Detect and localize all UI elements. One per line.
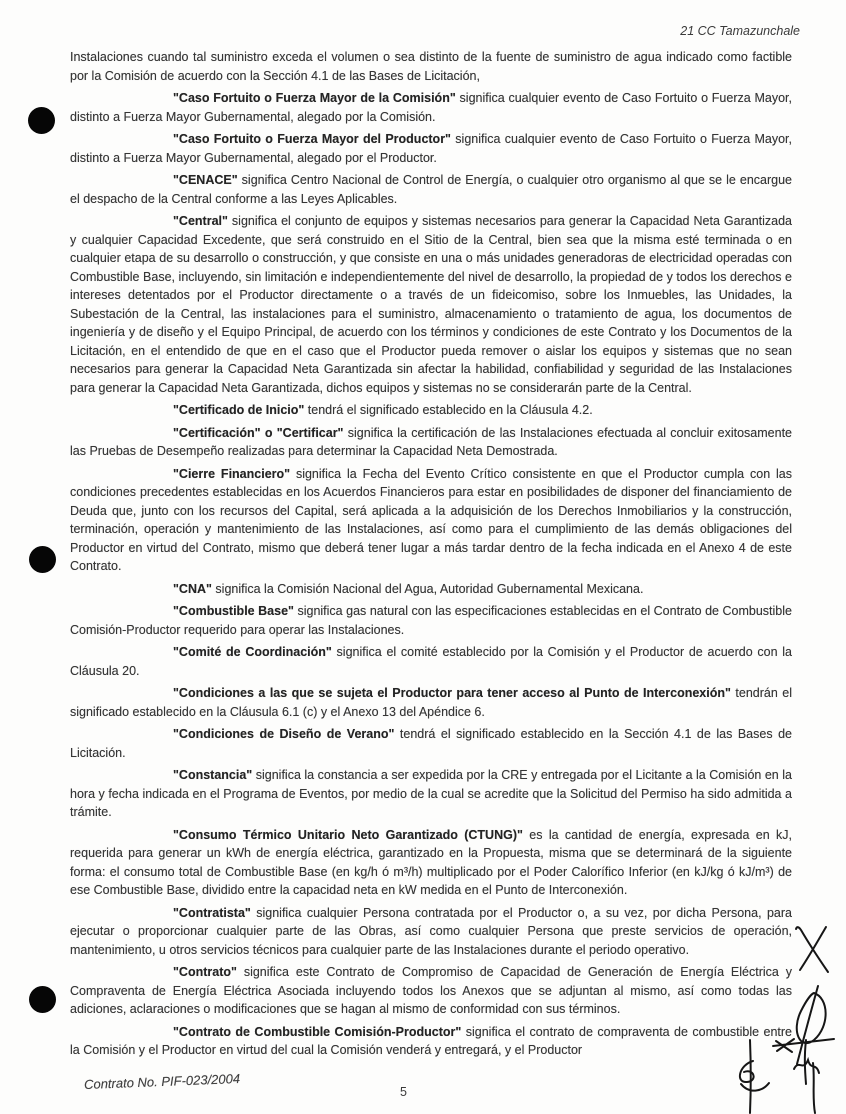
definition-paragraph — [70, 48, 792, 85]
defined-term: "Central" — [173, 214, 228, 228]
defined-term: "Consumo Térmico Unitario Neto Garantizado (CTUNG)" — [173, 827, 523, 842]
defined-term: "Condiciones a las que se sujeta el Productor para tener acceso al Punto de Interconexión" — [173, 686, 731, 700]
defined-term: "Contrato de Combustible Comisión-Productor" — [173, 1024, 462, 1039]
definition-text: significa la constancia a ser expedida por la CRE y entregada por el Licitante a la Comisión en la hora y fecha indicada en el Programa de Eventos, por medio de la cual se acredite que la Solicitud del Permiso ha sido admitida a trámite. — [70, 768, 792, 819]
definition-text: significa el comité establecido por la Comisión y el Productor de acuerdo con la Cláusula 20. — [70, 645, 793, 678]
definition-paragraph — [70, 963, 792, 1019]
definitions-body — [70, 48, 792, 1064]
definition-text: significa el contrato de compraventa de combustible entre la Comisión y el Productor en virtud del cual la Comisión venderá y entregará, y el Productor — [70, 1024, 792, 1057]
definition-paragraph — [70, 130, 792, 167]
definition-paragraph — [70, 424, 792, 461]
definition-paragraph — [70, 643, 792, 680]
definition-paragraph — [70, 1023, 792, 1060]
handwritten-loop-rubric — [773, 986, 834, 1064]
defined-term: "CENACE" — [173, 173, 238, 187]
punch-hole-mark — [29, 546, 56, 573]
definition-paragraph — [70, 766, 792, 822]
defined-term: "Caso Fortuito o Fuerza Mayor de la Comisión" — [173, 91, 456, 105]
definition-text: significa la certificación de las Instalaciones efectuada al concluir exitosamente las Pruebas de Desempeño realizadas para determinar la Capacidad Neta Demostrada. — [70, 425, 792, 458]
definition-text: significa la Comisión Nacional del Agua, Autoridad Gubernamental Mexicana. — [211, 581, 644, 596]
definition-paragraph — [70, 212, 792, 397]
definition-text: significa cualquier evento de Caso Fortuito o Fuerza Mayor, distinto a Fuerza Mayor Gubernamental, alegado por la Comisión. — [70, 91, 792, 124]
defined-term: "Caso Fortuito o Fuerza Mayor del Productor" — [173, 132, 451, 146]
definition-text: significa el conjunto de equipos y sistemas necesarios para generar la Capacidad Neta Garantizada y cualquier Capacidad Excedente, que será construido en el Sitio de la Central, bien sea que la misma esté terminada o en cualquier etapa de su desarrollo o construcción, y que consiste en una o más unidades generadoras de electricidad operadas con Combustible Base, incluyendo, sin limitación e independientemente del nivel de desarrollo, la propiedad de y todos los derechos e intereses detentados por el Productor directamente o a través de un fideicomiso, sobre los Inmuebles, las Unidades, la Subestación de la Central, las instalaciones para el suministro, almacenamiento o tratamiento de agua, los documentos de ingeniería y de diseño y el Equipo Principal, de acuerdo con los términos y condiciones de este Contrato y los Documentos de la Licitación, en el entendido de que en el caso que el Productor pueda remover o aislar los equipos y sistemas que no sean necesarios para generar la Capacidad Neta Garantizada sin afectar la habilidad, confiabilidad y seguridad de las Instalaciones para generar la Capacidad Neta Garantizada, dichos equipos y sistemas no se considerarán parte de la Central. — [70, 214, 792, 395]
definition-text: significa este Contrato de Compromiso de Capacidad de Generación de Energía Eléctrica y Compraventa de Energía Eléctrica Asociada incluyendo todos los Anexos que se adjuntan al mismo, así como todas las adiciones, aclaraciones o modificaciones que se hagan al mismo de conformidad con sus términos. — [70, 965, 792, 1016]
defined-term: "Cierre Financiero" — [173, 466, 291, 481]
definition-paragraph — [70, 401, 792, 420]
footer-page-number: 5 — [400, 1085, 407, 1099]
footer-contract-number: Contrato No. PIF-023/2004 — [83, 1071, 241, 1092]
defined-term: "Contrato" — [173, 965, 237, 979]
definition-paragraph — [70, 904, 792, 960]
defined-term: "CNA" — [173, 581, 212, 596]
defined-term: "Condiciones de Diseño de Verano" — [173, 727, 395, 741]
definition-text: es la cantidad de energía, expresada en kJ, requerida para generar un kWh de energía eléctrica, garantizado en la Propuesta, misma que se determinará de la siguiente forma: el consumo total de Combustible Base (en kg/h ó m³/h) multiplicado por el Poder Calorífico Inferior (en kJ/kg ó kJ/m³) de ese Combustible Base, dividido entre la capacidad neta en kW medida en el Punto de Interconexión. — [70, 827, 793, 897]
definition-paragraph — [70, 725, 792, 762]
definition-paragraph — [70, 826, 792, 900]
definition-paragraph — [70, 580, 792, 599]
defined-term: "Combustible Base" — [173, 604, 294, 618]
definition-paragraph — [70, 171, 792, 208]
definition-paragraph — [70, 465, 792, 576]
defined-term: "Certificación" o "Certificar" — [173, 425, 344, 440]
defined-term: "Contratista" — [173, 905, 251, 920]
definition-text: significa gas natural con las especificaciones establecidas en el Contrato de Combustible Comisión-Productor requerido para operar las Instalaciones. — [70, 604, 792, 637]
definition-text: Instalaciones cuando tal suministro exceda el volumen o sea distinto de la fuente de suministro de agua indicado como factible por la Comisión de acuerdo con la Sección 4.1 de las Bases de Licitación, — [70, 50, 792, 83]
definition-text: tendrá el significado establecido en la Sección 4.1 de las Bases de Licitación. — [70, 727, 792, 760]
defined-term: "Constancia" — [173, 768, 253, 782]
page-header-reference: 21 CC Tamazunchale — [680, 24, 800, 38]
defined-term: "Comité de Coordinación" — [173, 645, 332, 659]
handwritten-initials — [740, 1040, 819, 1113]
handwritten-marks — [718, 913, 846, 1114]
definition-text: tendrá el significado establecido en la Cláusula 4.2. — [304, 403, 593, 417]
punch-hole-mark — [28, 107, 55, 134]
definition-text: significa la Fecha del Evento Crítico consistente en que el Productor cumpla con las condiciones precedentes establecidas en los Acuerdos Financieros para estar en posibilidades de disponer del financiamiento de Deuda que, junto con los recursos del Capital, será aplicada a la adquisición de los Derechos Inmobiliarios y la construcción, terminación, operación y mantenimiento de las Instalaciones, así como para el cumplimiento de las demás obligaciones del Productor en virtud del Contrato, mismo que deberá tener lugar a más tardar dentro de la fecha indicada en el Anexo 4 de este Contrato. — [70, 466, 792, 573]
handwritten-k-rubric — [796, 927, 828, 972]
definition-text: significa cualquier Persona contratada por el Productor o, a su vez, por dicha Persona, para ejecutar o proporcionar cualquier parte de las Obras, así como cualquier Persona que preste servicios de operación, mantenimiento, u otros servicios técnicos para cualquier parte de las Instalaciones durante el periodo operativo. — [70, 905, 792, 957]
definition-paragraph — [70, 602, 792, 639]
definition-text: significa cualquier evento de Caso Fortuito o Fuerza Mayor, distinto a Fuerza Mayor Gubernamental, alegado por el Productor. — [70, 132, 792, 165]
defined-term: "Certificado de Inicio" — [173, 403, 305, 417]
definition-text: tendrán el significado establecido en la Cláusula 6.1 (c) y el Anexo 13 del Apéndice 6. — [70, 686, 793, 719]
punch-hole-mark — [29, 986, 56, 1013]
definition-text: significa Centro Nacional de Control de Energía, o cualquier otro organismo al que se le encargue el despacho de la Central conforme a las Leyes Aplicables. — [70, 173, 792, 206]
definition-paragraph — [70, 89, 792, 126]
definition-paragraph — [70, 684, 792, 721]
